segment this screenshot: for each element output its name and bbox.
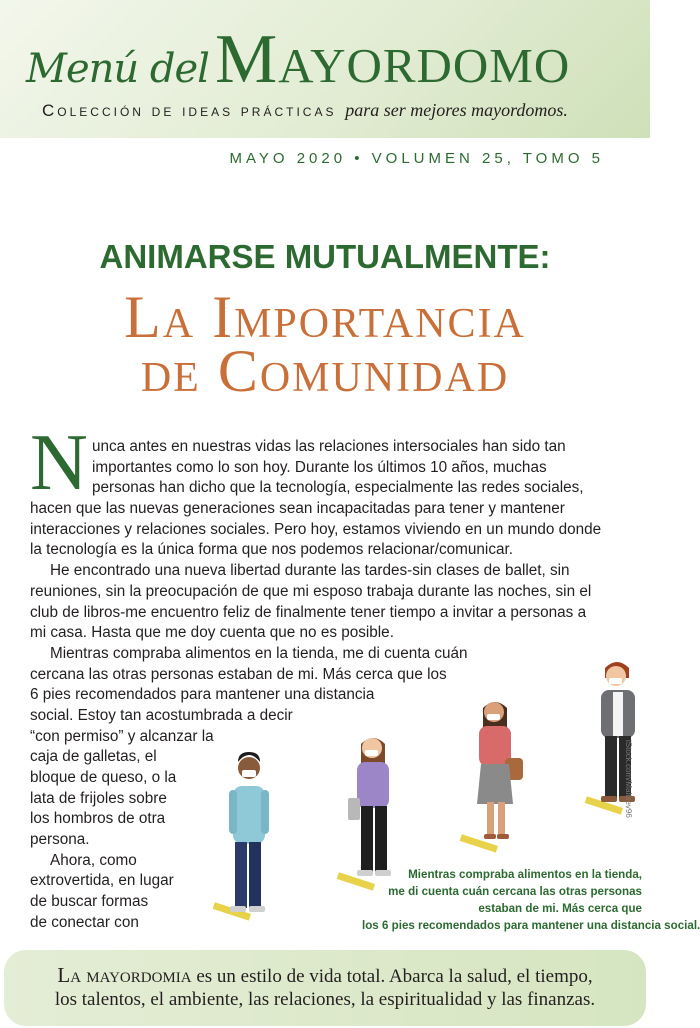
person-blue-hoodie [229,752,269,912]
body-line: unca antes en nuestras vidas las relaciones intersociales han sido tan [92,438,566,455]
drop-cap: N [30,419,88,507]
headline-line-1: La Importancia [124,284,526,350]
headline-line-2: de Comunidad [140,338,510,404]
body-line: bloque de queso, o la [30,769,177,786]
masthead-title-word [215,21,570,98]
body-line: extrovertida, en lugar [30,872,174,890]
caption-line: Mientras compraba alimentos en la tienda, [408,868,642,881]
body-line: cercana las otras personas estaban de mi. Más cerca que los [30,665,447,683]
caption-line: estaban de mi. Más cerca que [478,902,642,915]
image-credit: iStock.com/Maltsev96 [624,740,633,818]
body-line: lata de frijoles sobre [30,789,167,807]
masthead-title-text: Mayordomo [214,21,571,98]
article-kicker: ANIMARSE MUTUALMENTE: [99,238,551,275]
body-line: Mientras compraba alimentos en la tienda, me di cuenta cuán [50,644,468,662]
body-line: He encontrado una nueva libertad durante las tardes-sin clases de ballet, sin [50,562,570,580]
footer-line-2: los talentos, el ambiente, las relaciones, la espiritualidad y las finanzas. [54,989,596,1010]
body-line: social. Estoy tan acostumbrada a decir [30,706,293,724]
body-line: interacciones y relaciones sociales. Pero hoy, estamos viviendo en un mundo donde [30,520,602,538]
body-line: “con permiso” y alcanzar la [30,727,214,745]
footer-caps-phrase: La mayordomia [57,963,192,987]
footer-text [4,964,646,1011]
body-line: de conectar con [30,913,139,931]
body-line: de buscar formas [30,893,149,911]
body-line: club de libros-me encuentro feliz de finalmente tener tiempo a invitar a personas a [30,603,587,621]
image-caption [362,866,700,934]
body-line: los hombros de otra [30,810,166,828]
body-line: hacen que las nuevas generaciones sean incapacitadas para tener y mantener [30,500,565,518]
masthead-script-word: Menú del [26,46,209,92]
body-line: 6 pies recomendados para mantener una distancia [30,686,375,704]
footer-line-1-rest: es un estilo de vida total. Abarca la salud, el tiempo, [191,966,593,987]
caption-line: me di cuenta cuán cercana las otras personas [388,885,642,898]
body-line: persona. [30,831,90,849]
body-line: importantes como lo son hoy. Durante los últimos 10 años, muchas [92,458,547,476]
subtitle-italic: para ser mejores mayordomos. [345,100,568,120]
masthead-title [26,20,570,100]
person-red-top [477,702,523,839]
person-purple-top [348,738,391,876]
footer-line-1 [4,964,646,988]
body-line: caja de galletas, el [30,748,157,766]
body-line: reuniones, sin la preocupación de que mi esposo trabaja durante las noches, sin el [30,582,592,600]
body-line: mi casa. Hasta que me doy cuenta que no es posible. [30,624,394,642]
subtitle-caps: Colección de ideas prácticas [42,101,337,120]
caption-line: los 6 pies recomendados para mantener una distancia social. [362,919,700,932]
issue-line: MAYO 2020 • VOLUMEN 25, TOMO 5 [229,150,604,167]
body-line: personas han dicho que la tecnología, especialmente las redes sociales, [92,479,584,497]
body-line: Ahora, como [50,851,137,869]
masthead [0,0,650,138]
footer-banner [4,950,646,1026]
masthead-subtitle [42,100,568,121]
body-line: la tecnología es la única forma que nos podemos relacionar/comunicar. [30,541,513,559]
